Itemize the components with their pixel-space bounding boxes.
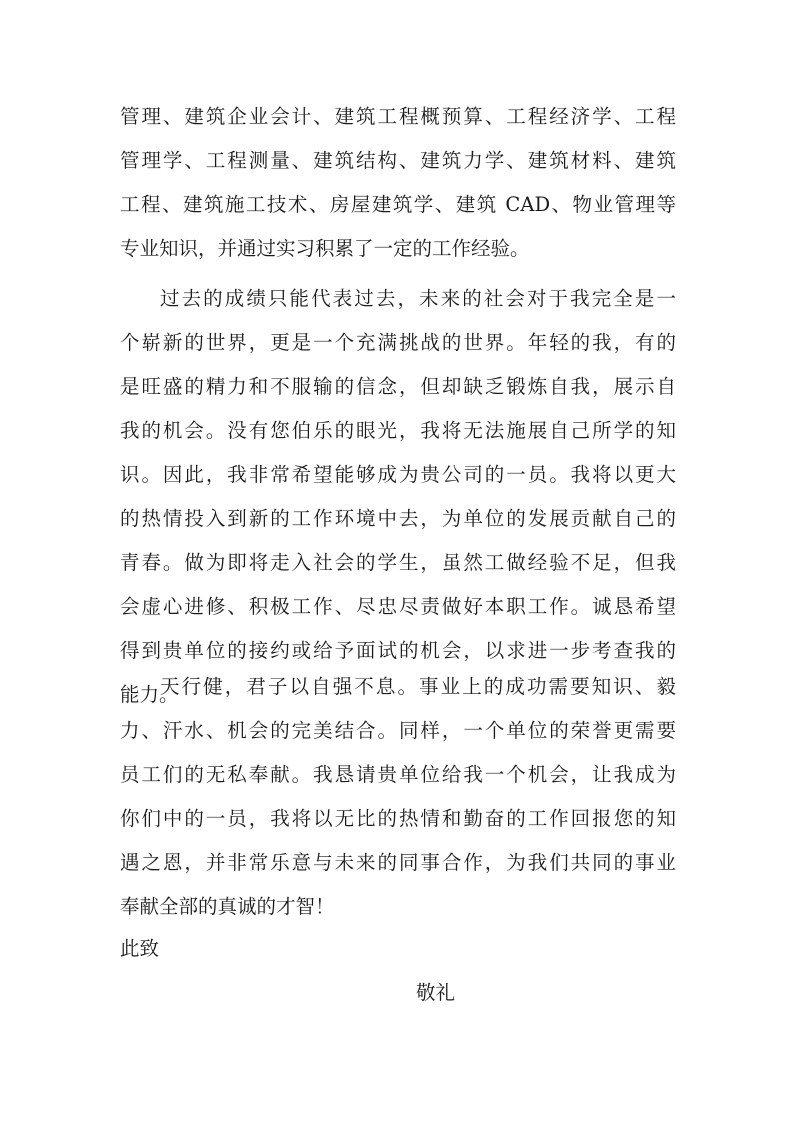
- paragraph-2-line-4: 我的机会。没有您伯乐的眼光，我将无法施展自己所学的知: [120, 419, 676, 442]
- paragraph-2-line-3: 是旺盛的精力和不服输的信念，但却缺乏锻炼自我，展示自: [120, 375, 676, 398]
- paragraph-2-line-9: 得到贵单位的接约或给予面试的机会，以求进一步考查我的: [120, 639, 676, 662]
- paragraph-3-line-4: 你们中的一员，我将以无比的热情和勤奋的工作回报您的知: [120, 807, 676, 830]
- paragraph-1-line-2: 管理学、工程测量、建筑结构、建筑力学、建筑材料、建筑: [120, 149, 676, 172]
- paragraph-1-line-3: 工程、建筑施工技术、房屋建筑学、建筑 CAD、物业管理等: [120, 193, 676, 216]
- paragraph-2-line-8: 会虚心进修、积极工作、尽忠尽责做好本职工作。诚恳希望: [120, 595, 676, 618]
- paragraph-1-line-4: 专业知识，并通过实习积累了一定的工作经验。: [120, 237, 530, 260]
- paragraph-3-line-1: 天行健，君子以自强不息。事业上的成功需要知识、毅: [160, 675, 676, 698]
- paragraph-3-line-6: 奉献全部的真诚的才智！: [120, 895, 335, 918]
- paragraph-2-line-5: 识。因此，我非常希望能够成为贵公司的一员。我将以更大: [120, 463, 676, 486]
- paragraph-2-line-1: 过去的成绩只能代表过去，未来的社会对于我完全是一: [160, 287, 676, 310]
- paragraph-2-line-6: 的热情投入到新的工作环境中去，为单位的发展贡献自己的: [120, 507, 676, 530]
- paragraph-2-line-2: 个崭新的世界，更是一个充满挑战的世界。年轻的我，有的: [120, 331, 676, 354]
- paragraph-3-line-3: 员工们的无私奉献。我恳请贵单位给我一个机会，让我成为: [120, 763, 676, 786]
- regards: 敬礼: [416, 981, 456, 1004]
- paragraph-3-line-5: 遇之恩，并非常乐意与未来的同事合作，为我们共同的事业: [120, 851, 676, 874]
- closing-salutation: 此致: [120, 937, 160, 960]
- paragraph-2-line-10: 能力。: [120, 683, 179, 706]
- paragraph-3-line-2: 力、汗水、机会的完美结合。同样，一个单位的荣誉更需要: [120, 719, 676, 742]
- paragraph-1-line-1: 管理、建筑企业会计、建筑工程概预算、工程经济学、工程: [120, 105, 676, 128]
- paragraph-2-line-7: 青春。做为即将走入社会的学生，虽然工做经验不足，但我: [120, 551, 676, 574]
